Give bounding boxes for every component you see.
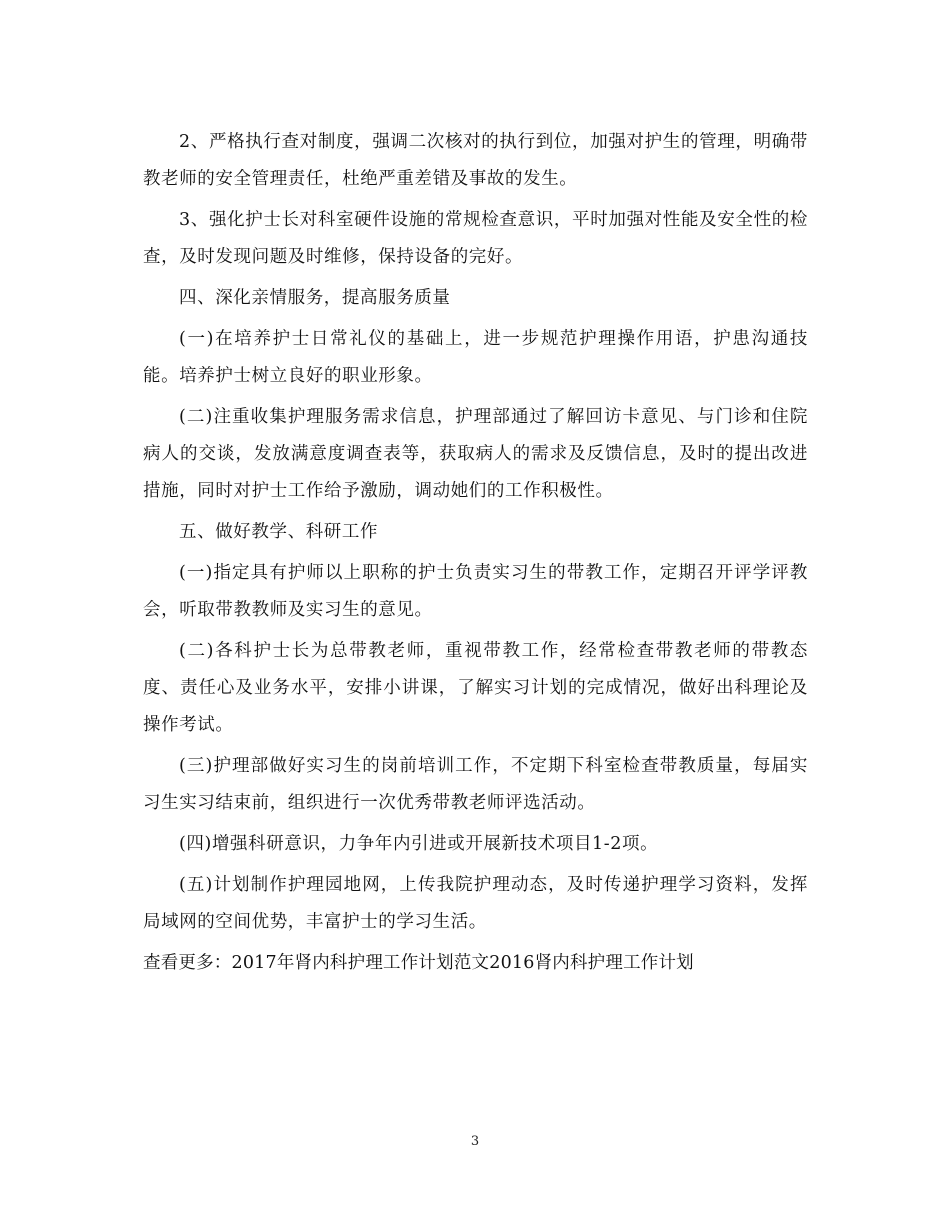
section-heading-4: 四、深化亲情服务，提高服务质量 <box>179 288 451 308</box>
paragraph-subitem-5-1: (一)指定具有护师以上职称的护士负责实习生的带教工作，定期召开评学评教会，听取带教教师及实习生的意见。 <box>143 563 808 620</box>
paragraph-subitem-5-5: (五)计划制作护理园地网，上传我院护理动态，及时传递护理学习资料，发挥局域网的空间优势，丰富护士的学习生活。 <box>143 875 808 932</box>
paragraph-subitem-5-3: (三)护理部做好实习生的岗前培训工作，不定期下科室检查带教质量，每届实习生实习结束前，组织进行一次优秀带教老师评选活动。 <box>143 756 808 813</box>
page-number: 3 <box>470 1134 480 1149</box>
document-body <box>143 124 808 986</box>
paragraph-subitem-4-1: (一)在培养护士日常礼仪的基础上，进一步规范护理操作用语，护患沟通技能。培养护士树立良好的职业形象。 <box>143 329 808 386</box>
see-more-link[interactable]: 查看更多：2017年肾内科护理工作计划范文2016肾内科护理工作计划 <box>143 953 694 973</box>
paragraph-item-2: 2、严格执行查对制度，强调二次核对的执行到位，加强对护生的管理，明确带教老师的安全管理责任，杜绝严重差错及事故的发生。 <box>143 132 808 189</box>
paragraph-subitem-4-2: (二)注重收集护理服务需求信息，护理部通过了解回访卡意见、与门诊和住院病人的交谈，发放满意度调查表等，获取病人的需求及反馈信息，及时的提出改进措施，同时对护士工作给予激励，调动她们的工作积极性。 <box>143 407 808 501</box>
paragraph-subitem-5-4: (四)增强科研意识，力争年内引进或开展新技术项目1-2项。 <box>179 834 659 854</box>
section-heading-5: 五、做好教学、科研工作 <box>179 522 379 542</box>
paragraph-subitem-5-2: (二)各科护士长为总带教老师，重视带教工作，经常检查带教老师的带教态度、责任心及业务水平，安排小讲课，了解实习计划的完成情况，做好出科理论及操作考试。 <box>143 641 808 735</box>
paragraph-item-3: 3、强化护士长对科室硬件设施的常规检查意识，平时加强对性能及安全性的检查，及时发现问题及时维修，保持设备的完好。 <box>143 210 808 267</box>
